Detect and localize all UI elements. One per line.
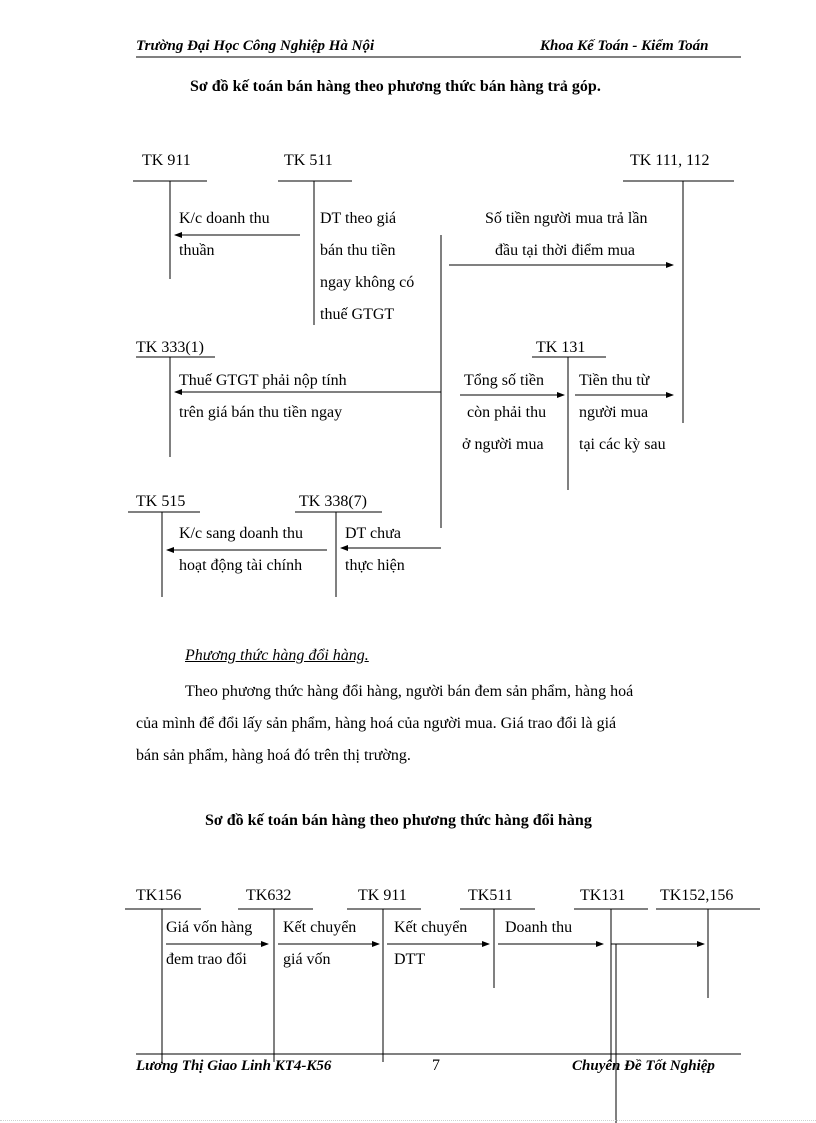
paragraph-line-3: bán sản phẩm, hàng hoá đó trên thị trường.: [136, 747, 411, 764]
account-label-tk111: TK 111, 112: [630, 152, 710, 169]
note-thue-2: trên giá bán thu tiền ngay: [179, 404, 343, 421]
note-dt-gia-4: thuế GTGT: [320, 306, 395, 323]
account-label-tk511b: TK511: [468, 887, 513, 904]
note-kc-tai-chinh-1: K/c sang doanh thu: [179, 525, 303, 542]
page-number: 7: [432, 1057, 440, 1074]
note-so-tien-2: đầu tại thời điểm mua: [495, 242, 635, 259]
header-left: Trường Đại Học Công Nghiệp Hà Nội: [136, 38, 375, 54]
note-dt-gia-2: bán thu tiền: [320, 242, 396, 259]
note-dt-chua-1: DT chưa: [345, 525, 401, 542]
note-kc-dtt-1: Kết chuyển: [394, 919, 468, 936]
note-kc-gia-von-2: giá vốn: [283, 951, 331, 968]
note-dt-chua-2: thực hiện: [345, 557, 405, 574]
paragraph-line-2: của mình để đổi lấy sản phẩm, hàng hoá của người mua. Giá trao đổi là giá: [136, 715, 617, 732]
note-so-tien-1: Số tiền người mua trả lần: [485, 210, 648, 227]
note-tong-1: Tổng số tiền: [464, 372, 544, 389]
note-thu-1: Tiền thu từ: [579, 372, 650, 389]
account-label-tk911b: TK 911: [358, 887, 407, 904]
account-label-tk3331: TK 333(1): [136, 339, 204, 356]
note-doanh-thu: Doanh thu: [505, 919, 573, 936]
note-thue-1: Thuế GTGT phải nộp tính: [179, 372, 347, 389]
note-kc-doanh-thu-2: thuần: [179, 242, 215, 259]
note-thu-3: tại các kỳ sau: [579, 436, 666, 453]
account-label-tk632: TK632: [246, 887, 292, 904]
account-label-tk911: TK 911: [142, 152, 191, 169]
paragraph-line-1: Theo phương thức hàng đổi hàng, người bán đem sản phẩm, hàng hoá: [185, 683, 634, 700]
account-label-tk3387: TK 338(7): [299, 493, 367, 510]
note-tong-3: ở người mua: [462, 436, 544, 453]
note-thu-2: người mua: [579, 404, 649, 421]
note-tong-2: còn phải thu: [467, 404, 547, 421]
account-label-tk156: TK156: [136, 887, 182, 904]
note-gia-von-1: Giá vốn hàng: [166, 919, 253, 936]
note-dt-gia-3: ngay không có: [320, 274, 415, 291]
account-label-tk131b: TK131: [580, 887, 626, 904]
note-kc-doanh-thu-1: K/c doanh thu: [179, 210, 270, 227]
footer-right: Chuyên Đề Tốt Nghiệp: [572, 1058, 715, 1074]
page-bottom-edge: [0, 1120, 816, 1121]
header-right: Khoa Kế Toán - Kiểm Toán: [540, 38, 709, 54]
account-label-tk515: TK 515: [136, 493, 186, 510]
footer-left: Lương Thị Giao Linh KT4-K56: [136, 1058, 332, 1074]
note-kc-tai-chinh-2: hoạt động tài chính: [179, 557, 303, 574]
section-heading: Phương thức hàng đổi hàng.: [185, 647, 369, 664]
account-label-tk511: TK 511: [284, 152, 333, 169]
diagram2-title: Sơ đồ kế toán bán hàng theo phương thức hàng đổi hàng: [205, 812, 592, 829]
note-kc-dtt-2: DTT: [394, 951, 426, 968]
note-dt-gia-1: DT theo giá: [320, 210, 397, 227]
diagram1-title: Sơ đồ kế toán bán hàng theo phương thức bán hàng trả góp.: [190, 78, 601, 95]
note-gia-von-2: đem trao đổi: [166, 951, 247, 968]
note-kc-gia-von-1: Kết chuyển: [283, 919, 357, 936]
account-label-tk131: TK 131: [536, 339, 586, 356]
account-label-tk152: TK152,156: [660, 887, 734, 904]
